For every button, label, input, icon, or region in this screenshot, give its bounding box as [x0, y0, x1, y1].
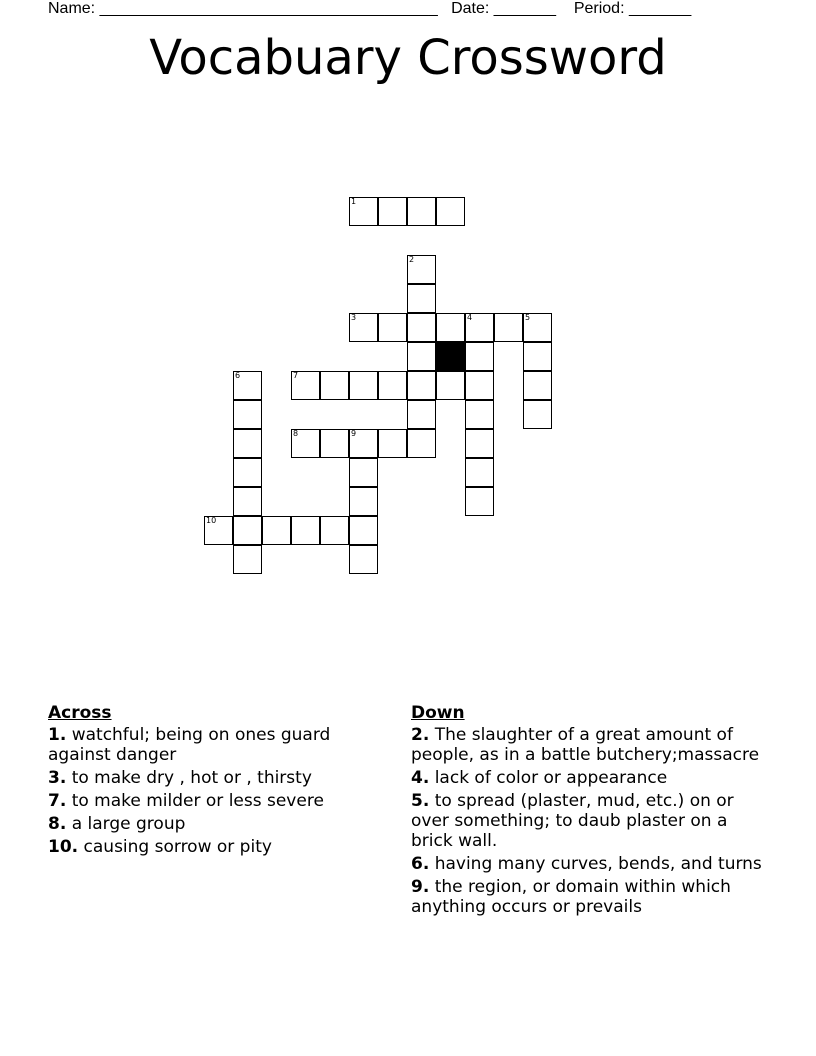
- crossword-cell[interactable]: [378, 371, 407, 400]
- clue-text: to make milder or less severe: [66, 791, 324, 811]
- clue-item: [411, 854, 771, 874]
- clue-number: 3: [351, 313, 357, 322]
- clue-item: [411, 877, 771, 917]
- crossword-cell[interactable]: [378, 197, 407, 226]
- clue-number-label: 7.: [48, 791, 67, 811]
- clue-text: causing sorrow or pity: [78, 837, 272, 857]
- crossword-cell[interactable]: [349, 487, 378, 516]
- clue-text: The slaughter of a great amount of people, as in a battle butchery;massacre: [411, 725, 760, 765]
- crossword-cell[interactable]: [233, 545, 262, 574]
- clue-item: [411, 791, 771, 851]
- crossword-cell[interactable]: [523, 342, 552, 371]
- clue-text: the region, or domain within which anything occurs or prevails: [411, 877, 731, 917]
- crossword-cell[interactable]: [233, 487, 262, 516]
- period-field: Period: _______: [573, 0, 692, 17]
- crossword-cell[interactable]: [233, 371, 262, 400]
- clue-number-label: 6.: [411, 854, 430, 874]
- crossword-cell[interactable]: [349, 516, 378, 545]
- crossword-cell[interactable]: [407, 255, 436, 284]
- crossword-cell[interactable]: [349, 458, 378, 487]
- crossword-cell[interactable]: [465, 400, 494, 429]
- clue-number-label: 4.: [411, 768, 430, 788]
- clue-text: to make dry , hot or , thirsty: [66, 768, 312, 788]
- crossword-cell[interactable]: [291, 371, 320, 400]
- crossword-cell[interactable]: [523, 400, 552, 429]
- down-clues: [411, 703, 771, 920]
- page-title: Vocabuary Crossword: [149, 30, 667, 86]
- crossword-cell[interactable]: [349, 313, 378, 342]
- crossword-cell[interactable]: [465, 371, 494, 400]
- clue-item: [48, 814, 358, 834]
- clue-text: a large group: [66, 814, 186, 834]
- crossword-cell[interactable]: [407, 342, 436, 371]
- crossword-cell[interactable]: [262, 516, 291, 545]
- crossword-cell[interactable]: [233, 458, 262, 487]
- clue-number: 4: [467, 313, 473, 322]
- crossword-cell[interactable]: [523, 313, 552, 342]
- crossword-cell[interactable]: [436, 197, 465, 226]
- crossword-cell[interactable]: [233, 400, 262, 429]
- crossword-cell[interactable]: [436, 371, 465, 400]
- clue-text: lack of color or appearance: [429, 768, 668, 788]
- across-clue-list: [48, 725, 358, 857]
- crossword-cell[interactable]: [407, 197, 436, 226]
- across-heading: Across: [48, 703, 112, 723]
- clue-text: having many curves, bends, and turns: [429, 854, 762, 874]
- clue-text: to spread (plaster, mud, etc.) on or over something; to daub plaster on a brick wall.: [411, 791, 734, 851]
- clue-number-label: 9.: [411, 877, 430, 897]
- down-clue-list: [411, 725, 771, 917]
- clue-number: 7: [293, 371, 299, 380]
- crossword-cell[interactable]: [204, 516, 233, 545]
- crossword-block: [436, 342, 465, 371]
- crossword-cell[interactable]: [407, 284, 436, 313]
- clue-number: 5: [525, 313, 531, 322]
- header-fields: [48, 0, 691, 18]
- down-heading: Down: [411, 703, 465, 723]
- crossword-cell[interactable]: [465, 313, 494, 342]
- crossword-cell[interactable]: [465, 458, 494, 487]
- crossword-cell[interactable]: [523, 371, 552, 400]
- clue-item: [48, 725, 358, 765]
- crossword-cell[interactable]: [320, 516, 349, 545]
- crossword-cell[interactable]: [291, 516, 320, 545]
- crossword-cell[interactable]: [378, 429, 407, 458]
- clue-text: watchful; being on ones guard against danger: [48, 725, 331, 765]
- crossword-cell[interactable]: [233, 429, 262, 458]
- date-field: Date: _______: [451, 0, 557, 17]
- clue-number-label: 2.: [411, 725, 430, 745]
- crossword-cell[interactable]: [349, 371, 378, 400]
- crossword-cell[interactable]: [291, 429, 320, 458]
- crossword-cell[interactable]: [320, 371, 349, 400]
- crossword-cell[interactable]: [494, 313, 523, 342]
- crossword-cell[interactable]: [407, 400, 436, 429]
- crossword-cell[interactable]: [349, 197, 378, 226]
- clue-item: [48, 791, 358, 811]
- clue-number: 8: [293, 429, 299, 438]
- crossword-cell[interactable]: [320, 429, 349, 458]
- clue-number: 1: [351, 197, 357, 206]
- crossword-cell[interactable]: [407, 371, 436, 400]
- clue-number-label: 1.: [48, 725, 67, 745]
- crossword-cell[interactable]: [436, 313, 465, 342]
- clue-item: [411, 768, 771, 788]
- clue-number: 6: [235, 371, 241, 380]
- clue-number: 2: [409, 255, 415, 264]
- crossword-cell[interactable]: [233, 516, 262, 545]
- clue-item: [48, 837, 358, 857]
- clue-number-label: 5.: [411, 791, 430, 811]
- crossword-cell[interactable]: [407, 429, 436, 458]
- clue-number: 9: [351, 429, 357, 438]
- crossword-cell[interactable]: [349, 429, 378, 458]
- name-field: Name: ______________________________________: [48, 0, 438, 17]
- crossword-cell[interactable]: [407, 313, 436, 342]
- crossword-cell[interactable]: [465, 342, 494, 371]
- crossword-cell[interactable]: [465, 429, 494, 458]
- crossword-cell[interactable]: [378, 313, 407, 342]
- clue-number-label: 3.: [48, 768, 67, 788]
- crossword-cell[interactable]: [465, 487, 494, 516]
- clue-number: 10: [206, 516, 217, 525]
- clue-number-label: 8.: [48, 814, 67, 834]
- clue-item: [411, 725, 771, 765]
- across-clues: [48, 703, 358, 860]
- clue-number-label: 10.: [48, 837, 79, 857]
- crossword-cell[interactable]: [349, 545, 378, 574]
- clue-item: [48, 768, 358, 788]
